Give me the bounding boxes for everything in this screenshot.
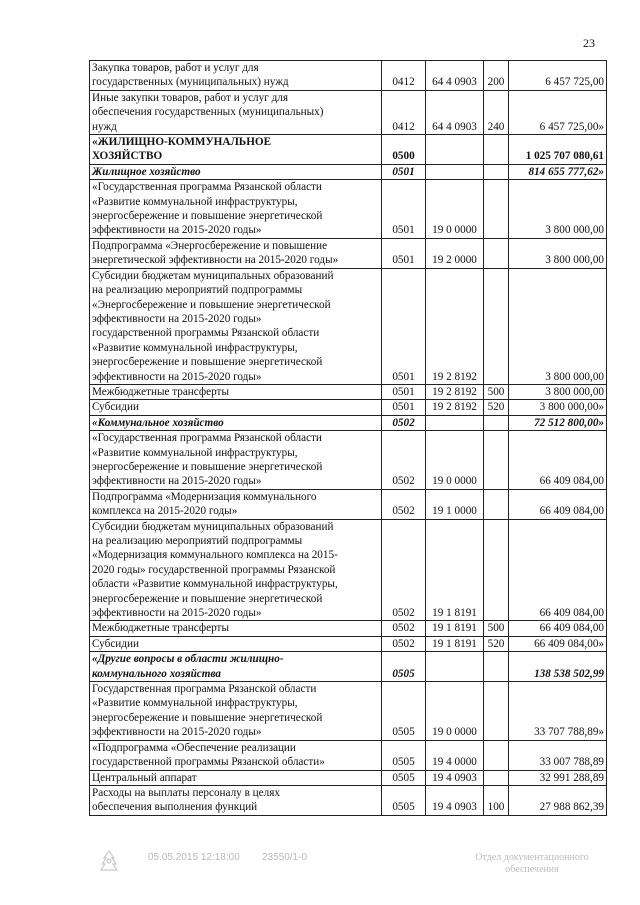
row-name-cell: «Государственная программа Рязанской области «Развитие коммунальной инфраструктуры, энергосбережение и повышение энергетической эффективности на 2015-2020 годы» <box>90 180 382 239</box>
table-row <box>90 400 607 415</box>
row-amount-cell: 3 800 000,00 <box>509 180 607 239</box>
row-name-cell: Субсидии <box>90 400 382 415</box>
row-section-cell: 0501 <box>382 238 426 268</box>
row-name-cell: Субсидии бюджетам муниципальных образований на реализацию мероприятий подпрограммы «Модернизация коммунального комплекса на 2015- 2020 годы» государственной программы Рязанской области «Развитие коммунальной инфраструктуры, энергосбережение и повышение энергетической эффективности на 2015-2020 годы» <box>90 519 382 621</box>
row-amount-cell: 27 988 862,39 <box>509 785 607 815</box>
row-target-cell: 19 4 0000 <box>426 740 484 770</box>
table-row <box>90 238 607 268</box>
emblem-icon <box>96 848 122 874</box>
row-target-cell: 19 4 0903 <box>426 770 484 785</box>
table-row <box>90 415 607 430</box>
row-section-cell: 0502 <box>382 431 426 490</box>
row-section-cell: 0502 <box>382 621 426 636</box>
row-target-cell: 19 0 0000 <box>426 431 484 490</box>
table-row <box>90 682 607 741</box>
row-amount-cell: 3 800 000,00 <box>509 268 607 384</box>
row-type-cell: 520 <box>484 636 509 651</box>
row-type-cell <box>484 415 509 430</box>
row-type-cell: 100 <box>484 785 509 815</box>
budget-table-body <box>90 61 607 816</box>
row-name-cell: Расходы на выплаты персоналу в целях обеспечения выполнения функций <box>90 785 382 815</box>
row-name-cell: «Другие вопросы в области жилищно- коммунального хозяйства <box>90 652 382 682</box>
row-target-cell: 19 2 8192 <box>426 400 484 415</box>
row-target-cell <box>426 135 484 165</box>
table-row <box>90 135 607 165</box>
row-target-cell: 19 1 8191 <box>426 519 484 621</box>
row-amount-cell: 66 409 084,00 <box>509 489 607 519</box>
row-type-cell <box>484 431 509 490</box>
row-target-cell: 64 4 0903 <box>426 90 484 134</box>
row-name-cell: Закупка товаров, работ и услуг для государственных (муниципальных) нужд <box>90 61 382 91</box>
page-number: 23 <box>583 36 595 50</box>
row-name-cell: «Коммунальное хозяйство <box>90 415 382 430</box>
table-row <box>90 740 607 770</box>
row-section-cell: 0505 <box>382 770 426 785</box>
row-target-cell: 19 2 0000 <box>426 238 484 268</box>
budget-table <box>89 60 607 816</box>
table-row <box>90 431 607 490</box>
row-type-cell <box>484 135 509 165</box>
row-name-cell: «Подпрограмма «Обеспечение реализации государственной программы Рязанской области» <box>90 740 382 770</box>
row-type-cell: 240 <box>484 90 509 134</box>
table-row <box>90 180 607 239</box>
row-name-cell: Иные закупки товаров, работ и услуг для обеспечения государственных (муниципальных) нужд <box>90 90 382 134</box>
row-amount-cell: 33 707 788,89» <box>509 682 607 741</box>
table-row <box>90 519 607 621</box>
table-row <box>90 90 607 134</box>
row-amount-cell: 32 991 288,89 <box>509 770 607 785</box>
row-type-cell: 500 <box>484 621 509 636</box>
row-section-cell: 0502 <box>382 415 426 430</box>
row-target-cell: 19 0 0000 <box>426 180 484 239</box>
row-section-cell: 0501 <box>382 268 426 384</box>
row-type-cell <box>484 164 509 179</box>
row-type-cell <box>484 519 509 621</box>
row-target-cell: 19 2 8192 <box>426 268 484 384</box>
footer-timestamp: 05.05.2015 12:18:00 <box>148 852 240 863</box>
row-name-cell: Субсидии <box>90 636 382 651</box>
row-section-cell: 0500 <box>382 135 426 165</box>
row-section-cell: 0502 <box>382 519 426 621</box>
row-amount-cell: 3 800 000,00» <box>509 400 607 415</box>
row-type-cell <box>484 682 509 741</box>
row-name-cell: Субсидии бюджетам муниципальных образований на реализацию мероприятий подпрограммы «Энергосбережение и повышение энергетической эффективности на 2015-2020 годы» государственной программы Рязанской области «Развитие коммунальной инфраструктуры, энергосбережение и повышение энергетической эффективности на 2015-2020 годы» <box>90 268 382 384</box>
table-row <box>90 770 607 785</box>
row-name-cell: «Государственная программа Рязанской области «Развитие коммунальной инфраструктуры, энергосбережение и повышение энергетической эффективности на 2015-2020 годы» <box>90 431 382 490</box>
row-target-cell: 19 1 0000 <box>426 489 484 519</box>
row-section-cell: 0505 <box>382 785 426 815</box>
row-name-cell: Центральный аппарат <box>90 770 382 785</box>
row-type-cell <box>484 740 509 770</box>
row-name-cell: «ЖИЛИЩНО-КОММУНАЛЬНОЕ ХОЗЯЙСТВО <box>90 135 382 165</box>
row-section-cell: 0501 <box>382 384 426 399</box>
row-type-cell <box>484 180 509 239</box>
row-name-cell: Подпрограмма «Модернизация коммунального комплекса на 2015-2020 годы» <box>90 489 382 519</box>
row-name-cell: Государственная программа Рязанской области «Развитие коммунальной инфраструктуры, энергосбережение и повышение энергетической эффективности на 2015-2020 годы» <box>90 682 382 741</box>
row-amount-cell: 814 655 777,62» <box>509 164 607 179</box>
row-section-cell: 0501 <box>382 400 426 415</box>
row-amount-cell: 6 457 725,00 <box>509 61 607 91</box>
row-name-cell: Подпрограмма «Энергосбережение и повышение энергетической эффективности на 2015-2020 годы» <box>90 238 382 268</box>
row-target-cell: 19 4 0903 <box>426 785 484 815</box>
row-section-cell: 0501 <box>382 164 426 179</box>
row-name-cell: Межбюджетные трансферты <box>90 621 382 636</box>
row-amount-cell: 6 457 725,00» <box>509 90 607 134</box>
row-section-cell: 0505 <box>382 652 426 682</box>
row-amount-cell: 3 800 000,00 <box>509 384 607 399</box>
row-section-cell: 0502 <box>382 636 426 651</box>
row-name-cell: Жилищное хозяйство <box>90 164 382 179</box>
footer-document-id: 23550/1-0 <box>262 852 308 863</box>
row-section-cell: 0505 <box>382 682 426 741</box>
row-target-cell: 19 1 8191 <box>426 621 484 636</box>
row-amount-cell: 66 409 084,00 <box>509 431 607 490</box>
row-amount-cell: 138 538 502,99 <box>509 652 607 682</box>
row-target-cell <box>426 164 484 179</box>
row-type-cell <box>484 770 509 785</box>
row-type-cell: 500 <box>484 384 509 399</box>
footer-department: Отдел документационного обеспечения <box>475 852 589 875</box>
row-name-cell: Межбюджетные трансферты <box>90 384 382 399</box>
table-row <box>90 785 607 815</box>
table-row <box>90 268 607 384</box>
row-amount-cell: 72 512 800,00» <box>509 415 607 430</box>
row-section-cell: 0505 <box>382 740 426 770</box>
row-target-cell <box>426 415 484 430</box>
row-target-cell: 19 0 0000 <box>426 682 484 741</box>
row-amount-cell: 66 409 084,00 <box>509 621 607 636</box>
table-row <box>90 489 607 519</box>
table-row <box>90 621 607 636</box>
row-target-cell <box>426 652 484 682</box>
row-type-cell: 520 <box>484 400 509 415</box>
row-target-cell: 19 1 8191 <box>426 636 484 651</box>
row-amount-cell: 1 025 707 080,61 <box>509 135 607 165</box>
row-type-cell <box>484 268 509 384</box>
row-target-cell: 64 4 0903 <box>426 61 484 91</box>
row-section-cell: 0502 <box>382 489 426 519</box>
table-row <box>90 636 607 651</box>
row-amount-cell: 33 007 788,89 <box>509 740 607 770</box>
row-type-cell <box>484 489 509 519</box>
row-type-cell <box>484 652 509 682</box>
row-target-cell: 19 2 8192 <box>426 384 484 399</box>
row-type-cell: 200 <box>484 61 509 91</box>
table-row <box>90 652 607 682</box>
table-row <box>90 164 607 179</box>
row-section-cell: 0412 <box>382 61 426 91</box>
row-section-cell: 0501 <box>382 180 426 239</box>
row-section-cell: 0412 <box>382 90 426 134</box>
table-row <box>90 61 607 91</box>
row-amount-cell: 3 800 000,00 <box>509 238 607 268</box>
row-amount-cell: 66 409 084,00» <box>509 636 607 651</box>
row-amount-cell: 66 409 084,00 <box>509 519 607 621</box>
row-type-cell <box>484 238 509 268</box>
table-row <box>90 384 607 399</box>
